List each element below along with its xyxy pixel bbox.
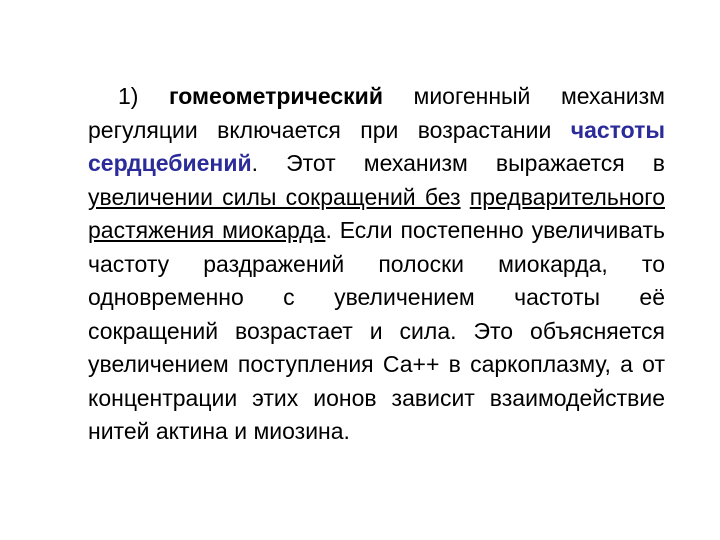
underlined-phrase-2: предварительного растяжения миокарда (88, 183, 665, 243)
term-bold: гомеометрический (169, 83, 383, 109)
underlined-phrase-1: увеличении силы сокращений без (88, 183, 461, 210)
highlight-heart-rate: частоты сердцебиений (88, 116, 665, 176)
item-number: 1) (118, 83, 139, 109)
body-paragraph (88, 80, 665, 449)
text-segment-3: . Если постепенно увеличивать частоту раздражений полоски миокарда, то одновременно с увеличением частоты её сокращений возрастает и сила. Это объясняется увеличением поступления Са++ в саркоплазму, а от концентрации этих ионов зависит взаимодействие нитей актина и миозина. (88, 217, 665, 444)
text-segment-2: . Этот механизм выражается в (251, 150, 665, 176)
text-segment-1: миогенный механизм регуляции включается при возрастании (88, 83, 665, 143)
